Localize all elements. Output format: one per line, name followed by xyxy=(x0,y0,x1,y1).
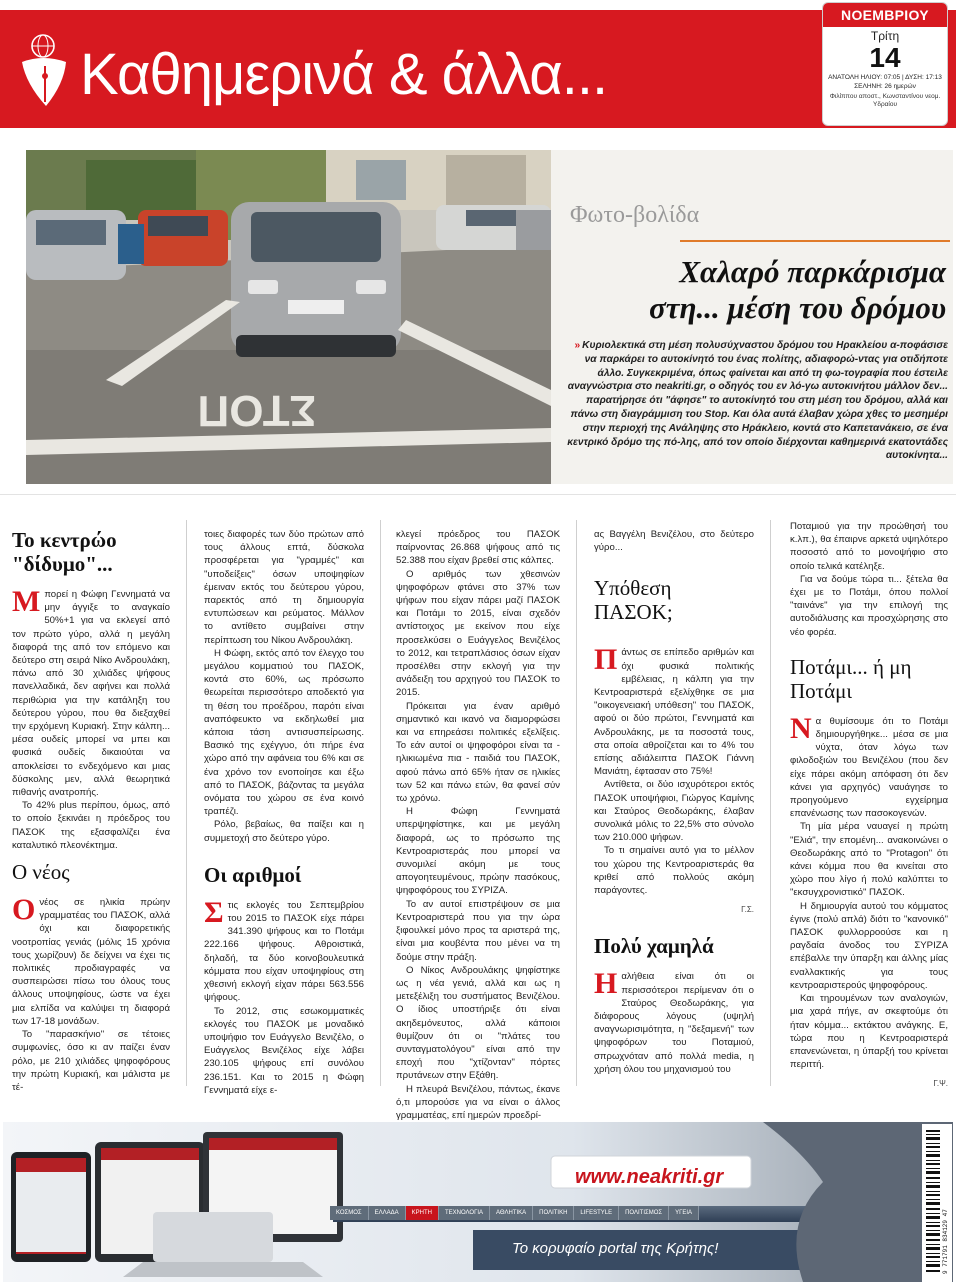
section-divider xyxy=(0,494,956,512)
column-1 xyxy=(12,520,170,1094)
paragraph: Ρόλο, βεβαίως, θα παίξει και η συμμετοχή στο δεύτερο γύρο. xyxy=(204,819,364,844)
paragraph: Το "παρασκήνιο" σε τέτοιες συμφωνίες, όσο κι αν παίζει έναν ρόλο, με 210 χιλιάδες ψηφοφόρους την πρώτη Κυριακή, και μάλιστα με τέ- xyxy=(12,1029,170,1093)
drop-cap: Η xyxy=(594,967,618,1001)
sunrise-sunset: ΑΝΑΤΟΛΗ ΗΛΙΟΥ: 07:05 | ΔΥΣΗ: 17:13 xyxy=(828,74,942,81)
paragraph: Η δημιουργία αυτού του κόμματος έγινε (πολύ απλά) διότι το "κανονικό" ΠΑΣΟΚ φυλλορροούσε και η ραγδαία άνοδος του ΣΥΡΙΖΑ επέβαλλε την ύπαρξη και άλλης μίας εναλλακτικής για τους κεντροαριστερούς ψηφοφόρους. xyxy=(790,900,948,991)
barcode-digits: 9 771791 834129 47 xyxy=(942,1209,949,1274)
name-days: Φιλίππου αποστ., Κωνσταντίνου νεομ. Υδραίου xyxy=(829,93,941,108)
column-3 xyxy=(396,528,560,1122)
neakriti-advertisement[interactable] xyxy=(3,1122,953,1282)
barcode xyxy=(922,1124,952,1282)
drop-cap: Ν xyxy=(790,711,812,745)
paragraph: Το αν αυτοί επιστρέψουν σε μια Κεντροαριστερά που για την ώρα ξιφουλκεί μόνο προς τα αριστερά της, είναι μια κουβέντα που μένει να τη δούμε στην πράξη. xyxy=(396,898,560,963)
double-chevron-icon: » xyxy=(574,340,581,351)
ad-nav-item: ΚΟΣΜΟΣ xyxy=(330,1206,369,1220)
feature-body-text: Κυριολεκτικά στη μέση πολυσύχναστου δρόμου του Ηρακλείου α-ποφάσισε να παρκάρει το αυτοκίνητό του ένας πολίτης, αδιαφορώ-ντας για οτιδήποτε άλλο. Συγκεκριμένα, όπως φαίνεται και από τη φω-τογραφία που έστειλε αναγνώστρια στο neakriti.gr, ο οδηγός του εν λό-γω αυτοκινήτου μάλλον δεν... παρατήρησε ότι "άφησε" το αυτοκίνητό του στη μέση του δρόμου, αλλά και πάνω στη διαγράμμιση του Stop. Και όλα αυτά έλαβαν χώρα χθες το μεσημέρι στην περιοχή της Ανάληψης στο Ηράκλειο, κοντά στο Καπετανάκειο, σε ένα κεντρικό δρόμο της πό-λης, από τον οποίο διέρχονται καθημερινά εκατοντάδες αυτοκίνητα... xyxy=(567,340,948,462)
ad-nav-item: ΠΟΛΙΤΙΚΗ xyxy=(533,1206,574,1220)
ad-nav-item: ΥΓΕΙΑ xyxy=(669,1206,699,1220)
column-2 xyxy=(204,528,364,1097)
paragraph: Πάντως σε επίπεδο αριθμών και όχι φυσικά πολιτικής εμβέλειας, η κάλπη για την Κεντροαριστερά εξελίχθηκε σε μια "οικογενειακή υπόθεση" του ΠΑΣΟΚ, αφού οι δύο πρώτοι, Γεννηματά και Ανδρουλάκης, με τα ποσοστά τους, στα οποία αθροίζεται και το 4% του επίσης αδιάλειπτα ΠΑΣΟΚ Γιάννη Μανιάτη, έφτασαν στο 75%! xyxy=(594,643,754,778)
feature-title-line2: στη... μέση του δρόμου xyxy=(649,290,946,325)
masthead xyxy=(0,0,956,140)
paragraph: Το 42% plus περίπου, όμως, από το οποίο ξεκινάει η πρόεδρος του ΠΑΣΟΚ της εξασφαλίζει ένα καταλυτικό πλεονέκτημα. xyxy=(12,800,170,851)
date-month: ΝΟΕΜΒΡΙΟΥ xyxy=(823,3,947,27)
ad-nav-item: ΚΡΗΤΗ xyxy=(406,1206,439,1220)
ad-url-link[interactable]: www.neakriti.gr xyxy=(575,1166,724,1188)
drop-cap: Π xyxy=(594,643,618,677)
pen-globe-logo-icon xyxy=(16,32,74,112)
drop-cap: Μ xyxy=(12,585,41,618)
heading-poly-chamila: Πολύ χαμηλά xyxy=(594,934,714,959)
paragraph: Το τι σημαίνει αυτό για το μέλλον του χώρου της Κεντροαριστεράς θα κριθεί από πολλούς ακόμη παράγοντες. xyxy=(594,845,754,897)
ad-nav-item: ΕΛΛΑΔΑ xyxy=(369,1206,406,1220)
feature-photo xyxy=(26,150,551,484)
column-rule xyxy=(380,520,381,1086)
paragraph: Ο Νίκος Ανδρουλάκης ψηφίστηκε ως η νέα γενιά, αλλά και ως η μετεξέλιξη του συστήματος Βενιζέλου. Ο ίδιος υποστήριξε ότι είναι ακηδεμόνευτος, αλλά κάποιοι θυμίζουν ότι οι "πλάτες του συνταγματολόγου" είναι από την εποχή που "χτίζονταν" πόρτες πρυτάνεων στην Εξάθη. xyxy=(396,964,560,1082)
paragraph: τοιες διαφορές των δύο πρώτων από τους άλλους επτά, δύσκολα προσφέρεται για "γραμμές" και "υποδείξεις" όσων υποψηφίων έμειναν εκτός του δεύτερου γύρου, παρεκτός από τη δημιουργία εντυπώσεων και ρεύματος. Μάλλον το αντίθετο συμβαίνει στην περίπτωση του Νίκου Ανδρουλάκη. xyxy=(204,529,364,646)
paragraph: Για να δούμε τώρα τι... ξέτελα θα έχει με το Ποτάμι, όπου πολλοί "ταινάνε" για την επιλογή της αυτοδιάλυσης και προσχώρησης στο νέο φορέα. xyxy=(790,573,948,638)
ad-nav-item: ΠΟΛΙΤΙΣΜΟΣ xyxy=(619,1206,669,1220)
paragraph: Η πλευρά Βενιζέλου, πάντως, έκανε ό,τι μπορούσε για να είναι ο άλλος γραμματέας, επί ημερών προεδρί- xyxy=(396,1083,560,1121)
drop-cap: Σ xyxy=(204,895,224,929)
paragraph: Το 2012, στις εσωκομματικές εκλογές του ΠΑΣΟΚ με μοναδικό υποψήφιο τον Ευάγγελο Βενιζέλο, ο Ευάγγελος Βενιζέλος είχε λάβει 230.105 ψήφους επί συνόλου 236.151. Και το 2015 η Φώφη Γεννηματά είχε ε- xyxy=(204,1005,364,1096)
paragraph: Αντίθετα, οι δύο ισχυρότεροι εκτός ΠΑΣΟΚ υποψήφιοι, Γιώργος Καμίνης και Σταύρος Θεοδωράκης, έλαβαν συνολικά μόλις το 22,5% στο σύνολο των 210.000 ψήφων. xyxy=(594,779,754,844)
feature-title xyxy=(556,254,946,326)
heading-potami: Ποτάμι... ή μη Ποτάμι xyxy=(790,654,912,703)
heading-kentroo-didymo: Το κεντρώο "δίδυμο"... xyxy=(12,528,117,576)
column-4 xyxy=(594,528,754,1076)
feature-body xyxy=(566,339,948,463)
feature-title-line1: Χαλαρό παρκάρισμα xyxy=(679,254,946,289)
signature: Γ.Ψ. xyxy=(933,1079,948,1089)
date-day: 14 xyxy=(869,42,901,73)
column-rule xyxy=(770,520,771,1086)
heading-o-neos: Ο νέος xyxy=(12,860,70,885)
signature: Γ.Σ. xyxy=(741,905,754,915)
paragraph: Μπορεί η Φώφη Γεννηματά να μην άγγιξε το αναγκαίο 50%+1 για να εκλεγεί από τον πρώτο γύρο, αλλά η μεγάλη διαφορά της από τον επόμενο και δεύτερο στη σειρά Νίκο Ανδρουλάκη, πάνω από 30 χιλιάδες ψήφους πανελλαδικά, δεν αφήνει και πολλά περιθώρια για την κατάληξη του δεύτερου γύρου, που θα διεξαχθεί την ερχόμενη Κυριακή. Στην κάλπη... μέσα ουδείς μπορεί να μπει και φυσικά ουδείς δικαιούται να αποκλείσει το ενδεχόμενο και μιας δύσκολης μεν, αλλά θεωρητικά πιθανής ανατροπής. xyxy=(12,585,170,799)
paragraph: Η Φώφη Γεννηματά υπερψηφίστηκε, και με μεγάλη διαφορά, ως το πρόσωπο της Κεντροαριστεράς που μπορεί να συνομιλεί ακόμη με τους απογοητευμένους, πρώην πασόκους, ψηφοφόρους του ΣΥΡΙΖΑ. xyxy=(396,806,560,897)
date-weekday: Τρίτη xyxy=(870,29,900,43)
column-5 xyxy=(790,520,948,1091)
ad-nav-item: ΤΕΧΝΟΛΟΓΙΑ xyxy=(439,1206,490,1220)
brand-title: Καθημερινά & άλλα... xyxy=(80,42,608,107)
road-marking-stop: ΣΤΟΠ xyxy=(197,386,316,435)
feature-kicker: Φωτο-βολίδα xyxy=(570,202,700,228)
paragraph: Πρόκειται για έναν αριθμό σημαντικό και ικανό να διαμορφώσει και να επηρεάσει πολιτικές εξελίξεις. Το εάν αυτοί οι ψηφοφόροι είναι τα - ηλικιωμένα πια - παιδιά του ΠΑΣΟΚ, αφού πάνω από 65% ήταν σε ηλικίες των 52 και πάνω ετών, θα φανεί σύν τω χρόνω. xyxy=(396,700,560,805)
paragraph: Τη μία μέρα ναυαγεί η πρώτη "Ελιά", την επομένη... ανακοινώνει ο Θεοδωράκης από το "Protagon" ότι κάνει κόμμα που θα κινείται στο χώρο που λίγο ή πολύ καλύπτει το "εκσυγχρονιστικό" ΠΑΣΟΚ. xyxy=(790,821,948,899)
paragraph: Να θυμίσουμε ότι το Ποτάμι δημιουργήθηκε... μέσα σε μια νύχτα, όταν λόγω των φιλοδοξιών του Βενιζέλου (που δεν είχε πάρει ακόμη απόφαση ότι δεν κάνει για αρχηγός) ναυάγησε το προηγούμενο εγχείρημα επανένωσης των πασοκογενών. xyxy=(790,711,948,820)
moon-phase: ΣΕΛΗΝΗ: 26 ημερών xyxy=(854,83,916,90)
date-box xyxy=(822,2,948,126)
paragraph: ας Βαγγέλη Βενιζέλου, στο δεύτερο γύρο... xyxy=(594,529,754,554)
kicker-rule xyxy=(680,240,950,242)
paragraph: Η Φώφη, εκτός από τον έλεγχο του μεγάλου κομματιού του ΠΑΣΟΚ, κοντά στο 60%, ως πρόσωπο θεωρείται περισσότερο αποδεκτό για τη θέση του προέδρου, παρότι είναι αναπόφευκτο να εκδηλωθεί μια κάποια τάση αντισυσπείρωσης. Βασικό της εχέγγυο, ότι πήρε ένα χώρο από την αφάνεια του 6% και σε ένα χρόνο τον ενοποίησε και έξω από το ΠΑΣΟΚ, βάζοντας τα μεγάλα ονόματα του χώρου σε ένα κοινό τραπέζι. xyxy=(204,647,364,818)
column-rule xyxy=(186,520,187,1086)
paragraph: Ο αριθμός των χθεσινών ψηφοφόρων φτάνει στο 37% των ψήφων που είχαν πάρει μαζί ΠΑΣΟΚ και Ποτάμι το 2015, είναι σχεδόν αντίστοιχος με εκείνον που είχε προσελκύσει ο Ευάγγελος Βενιζέλος το 2012, και τετραπλάσιος όσων είχαν προσέλθει στην εκλογή για την ανάδειξη του αρχηγού του ΠΑΣΟΚ το 2015. xyxy=(396,568,560,699)
paragraph: κλεγεί πρόεδρος του ΠΑΣΟΚ παίρνοντας 26.868 ψήφους από τις 52.388 που είχαν βρεθεί στις κάλπες. xyxy=(396,529,560,567)
ad-nav-bar xyxy=(330,1206,830,1220)
ad-nav-item: ΑΘΛΗΤΙΚΑ xyxy=(490,1206,533,1220)
paragraph: Στις εκλογές του Σεπτεμβρίου του 2015 το ΠΑΣΟΚ είχε πάρει 341.390 ψήφους και το Ποτάμι 222.166 ψήφους. Αθροιστικά, δηλαδή, τα δύο κοινοβουλευτικά κόμματα που είχαν υποψηφίους στη χθεσινή εκλογή είχαν πάρει 563.556 ψήφους. xyxy=(204,895,364,1004)
ad-nav-item: LIFESTYLE xyxy=(574,1206,619,1220)
paragraph: Ποταμιού για την προώθησή του κ.λπ.), θα έπαιρνε αρκετά υψηλότερο ποσοστό από το μονοψήφιο στο οποίο τελικά κατέληξε. xyxy=(790,521,948,572)
column-rule xyxy=(576,520,577,1086)
paragraph: Ονέος σε ηλικία πρώην γραμματέας του ΠΑΣΟΚ, αλλά όχι και διαφορετικής νοοτροπίας γενιάς (μόλις 15 χρόνια τους χωρίζουν) δε δείχνει να έχει τις πολιτικές προδιαγραφές να συσπειρώσει πίσω του όλους τους άλλους υποψηφίους, ώστε να έχει μια ελπίδα να καλύψει τη διαφορά των 17-18 μονάδων. xyxy=(12,893,170,1027)
ad-tagline: Το κορυφαίο portal της Κρήτης! xyxy=(512,1240,719,1257)
paragraph: Και τηρουμένων των αναλογιών, μια χαρά πήγε, αν σκεφτούμε ότι ήταν κόμμα... εκτάκτου ανάγκης. Ε, τώρα που η Κεντροαριστερά επανενώνεται, η ύπαρξή του κρίνεται περιττή. xyxy=(790,993,948,1071)
drop-cap: Ο xyxy=(12,893,36,927)
heading-oi-arithmoi: Οι αριθμοί xyxy=(204,862,302,887)
paragraph: Ηαλήθεια είναι ότι οι περισσότεροι περίμεναν ότι ο Σταύρος Θεοδωράκης, για διάφορους λόγους (υψηλή αναγνωρισιμότητα, η "δεξαμενή" των ψηφοφόρων του Ποταμιού, σπρωχνόταν από πολλά media, η χρήση όλου του μηχανισμού του xyxy=(594,967,754,1075)
heading-ypothesi-pasok: Υπόθεση ΠΑΣΟΚ; xyxy=(594,576,673,625)
